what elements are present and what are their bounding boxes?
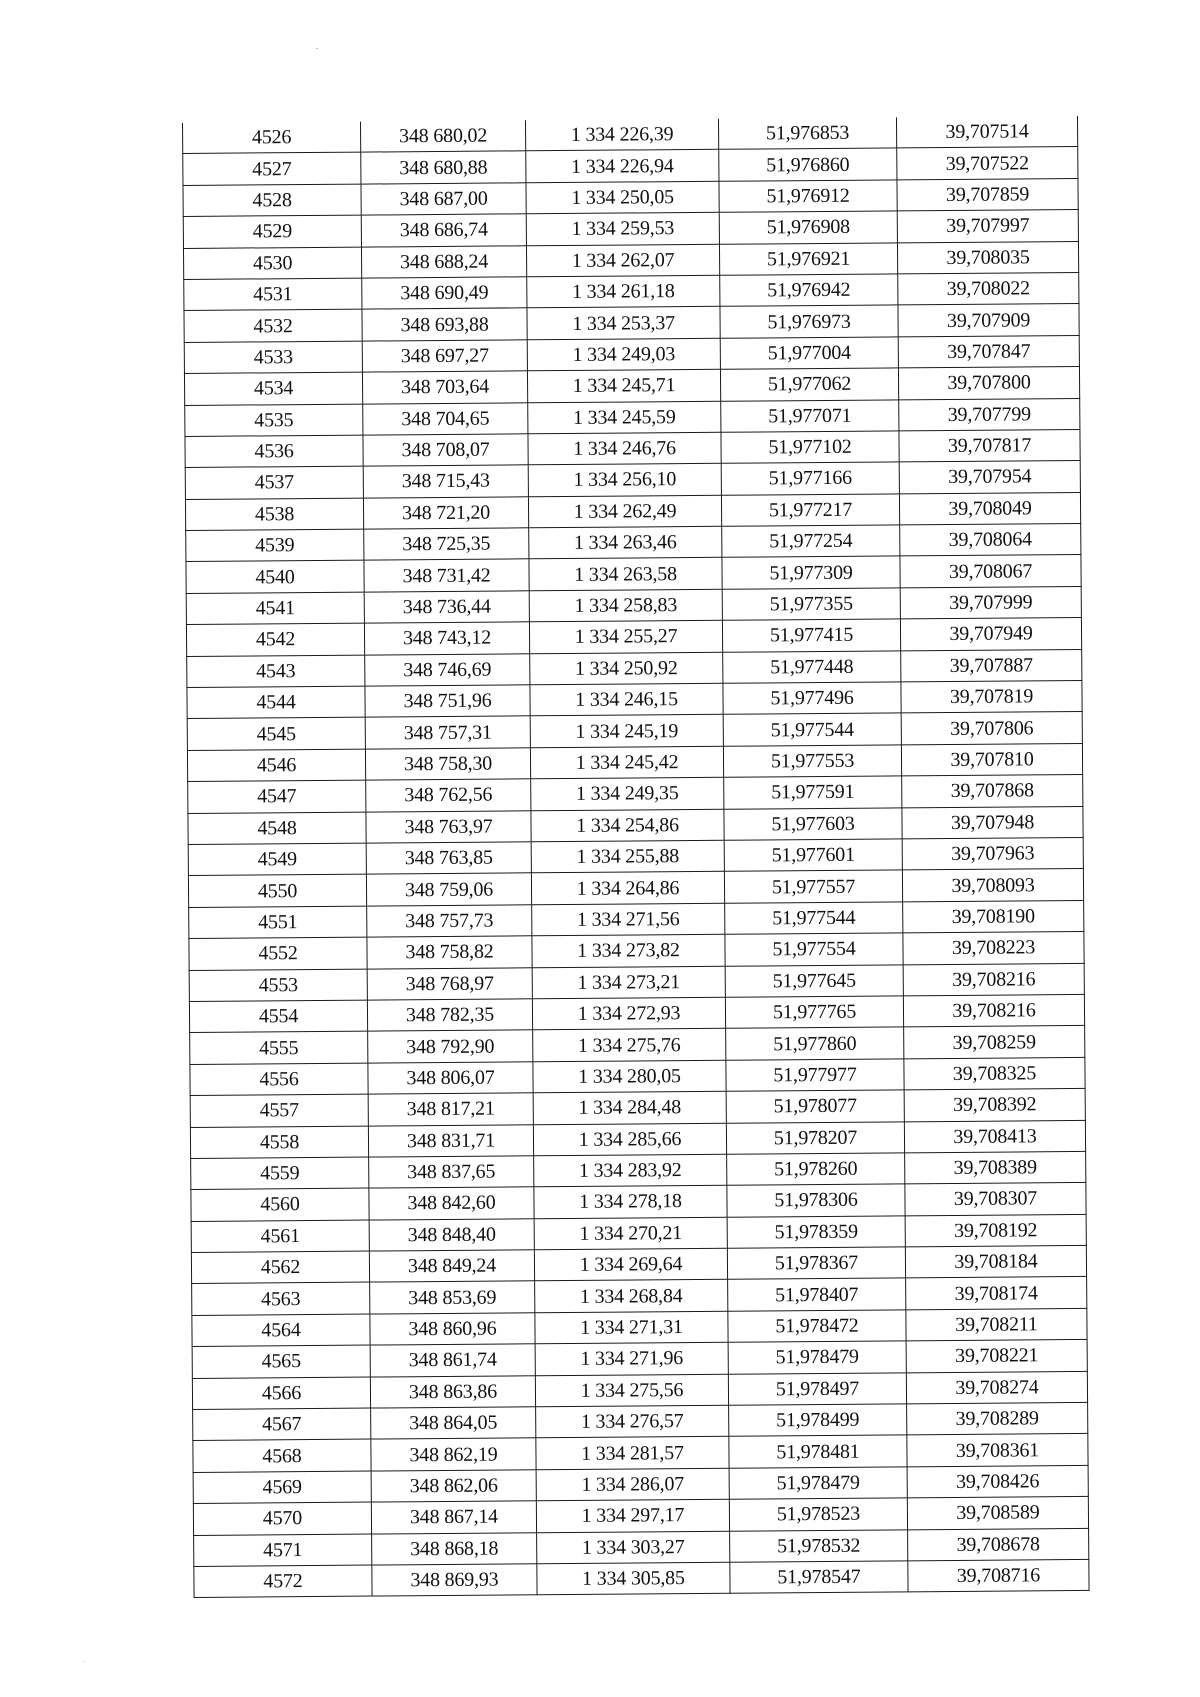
longitude-cell: 39,708022 [898,272,1079,305]
point-number-cell: 4534 [184,372,362,405]
longitude-cell: 39,708216 [903,963,1084,996]
point-number-cell: 4549 [188,843,366,876]
x-coordinate-cell: 348 697,27 [362,340,527,373]
point-number-cell: 4571 [194,1534,372,1567]
longitude-cell: 39,708716 [908,1559,1089,1592]
x-coordinate-cell: 348 864,05 [371,1407,536,1440]
x-coordinate-cell: 348 853,69 [370,1281,535,1314]
longitude-cell: 39,708426 [907,1465,1088,1498]
longitude-cell: 39,708392 [904,1089,1085,1122]
point-number-cell: 4536 [185,435,363,468]
point-number-cell: 4568 [193,1439,371,1472]
longitude-cell: 39,708035 [897,241,1078,274]
x-coordinate-cell: 348 688,24 [361,245,526,278]
y-coordinate-cell: 1 334 245,59 [528,401,721,434]
y-coordinate-cell: 1 334 305,85 [537,1562,730,1595]
y-coordinate-cell: 1 334 283,92 [534,1154,727,1187]
point-number-cell: 4548 [188,812,366,845]
y-coordinate-cell: 1 334 245,19 [530,715,723,748]
y-coordinate-cell: 1 334 256,10 [528,464,721,497]
point-number-cell: 4558 [190,1126,368,1159]
longitude-cell: 39,708307 [905,1183,1086,1216]
longitude-cell: 39,707819 [901,680,1082,713]
point-number-cell: 4555 [190,1031,368,1064]
latitude-cell: 51,978207 [726,1121,904,1154]
y-coordinate-cell: 1 334 263,46 [529,526,722,559]
latitude-cell: 51,978479 [729,1467,907,1500]
longitude-cell: 39,708211 [906,1308,1087,1341]
y-coordinate-cell: 1 334 271,31 [535,1311,728,1344]
point-number-cell: 4542 [186,623,364,656]
x-coordinate-cell: 348 703,64 [362,371,527,404]
point-number-cell: 4533 [184,341,362,374]
latitude-cell: 51,977544 [725,902,903,935]
y-coordinate-cell: 1 334 245,71 [527,369,720,402]
latitude-cell: 51,976921 [719,242,897,275]
x-coordinate-cell: 348 763,97 [366,810,531,843]
y-coordinate-cell: 1 334 250,92 [530,652,723,685]
longitude-cell: 39,708389 [905,1151,1086,1184]
longitude-cell: 39,708361 [907,1434,1088,1467]
point-number-cell: 4550 [188,874,366,907]
x-coordinate-cell: 348 708,07 [363,434,528,467]
point-number-cell: 4553 [189,969,367,1002]
latitude-cell: 51,976942 [720,274,898,307]
x-coordinate-cell: 348 736,44 [364,591,529,624]
y-coordinate-cell: 1 334 258,83 [529,589,722,622]
point-number-cell: 4526 [182,122,360,154]
y-coordinate-cell: 1 334 254,86 [531,809,724,842]
longitude-cell: 39,708589 [907,1497,1088,1530]
latitude-cell: 51,977553 [723,745,901,778]
y-coordinate-cell: 1 334 245,42 [530,746,723,779]
x-coordinate-cell: 348 763,85 [366,842,531,875]
latitude-cell: 51,978481 [729,1435,907,1468]
longitude-cell: 39,707963 [902,837,1083,870]
longitude-cell: 39,707799 [899,398,1080,431]
longitude-cell: 39,707997 [897,210,1078,243]
latitude-cell: 51,976853 [718,117,896,149]
point-number-cell: 4532 [184,309,362,342]
x-coordinate-cell: 348 759,06 [366,873,531,906]
longitude-cell: 39,708678 [908,1528,1089,1561]
longitude-cell: 39,708221 [906,1340,1087,1373]
point-number-cell: 4544 [187,686,365,719]
x-coordinate-cell: 348 782,35 [367,999,532,1032]
latitude-cell: 51,977071 [721,399,899,432]
y-coordinate-cell: 1 334 249,35 [531,777,724,810]
y-coordinate-cell: 1 334 226,94 [526,150,719,183]
point-number-cell: 4567 [193,1408,371,1441]
longitude-cell: 39,708216 [903,994,1084,1027]
point-number-cell: 4543 [187,655,365,688]
longitude-cell: 39,707887 [901,649,1082,682]
point-number-cell: 4547 [188,780,366,813]
y-coordinate-cell: 1 334 255,27 [529,621,722,654]
latitude-cell: 51,977254 [722,525,900,558]
latitude-cell: 51,977004 [720,337,898,370]
y-coordinate-cell: 1 334 271,56 [532,903,725,936]
latitude-cell: 51,977448 [723,651,901,684]
point-number-cell: 4529 [183,215,361,248]
x-coordinate-cell: 348 715,43 [363,465,528,498]
latitude-cell: 51,978472 [728,1310,906,1343]
x-coordinate-cell: 348 869,93 [372,1564,537,1597]
y-coordinate-cell: 1 334 271,96 [535,1342,728,1375]
point-number-cell: 4556 [190,1063,368,1096]
y-coordinate-cell: 1 334 286,07 [536,1468,729,1501]
longitude-cell: 39,708093 [902,869,1083,902]
longitude-cell: 39,708289 [907,1402,1088,1435]
point-number-cell: 4565 [192,1345,370,1378]
y-coordinate-cell: 1 334 262,49 [528,495,721,528]
y-coordinate-cell: 1 334 275,56 [535,1374,728,1407]
point-number-cell: 4569 [193,1471,371,1504]
longitude-cell: 39,708190 [903,900,1084,933]
latitude-cell: 51,978497 [728,1372,906,1405]
x-coordinate-cell: 348 831,71 [368,1124,533,1157]
latitude-cell: 51,978306 [727,1184,905,1217]
x-coordinate-cell: 348 687,00 [361,183,526,216]
longitude-cell: 39,708325 [904,1057,1085,1090]
latitude-cell: 51,977765 [725,996,903,1029]
latitude-cell: 51,976908 [719,211,897,244]
y-coordinate-cell: 1 334 255,88 [531,840,724,873]
point-number-cell: 4530 [183,247,361,280]
x-coordinate-cell: 348 751,96 [365,685,530,718]
longitude-cell: 39,708192 [905,1214,1086,1247]
x-coordinate-cell: 348 867,14 [371,1501,536,1534]
x-coordinate-cell: 348 868,18 [372,1532,537,1565]
point-number-cell: 4531 [184,278,362,311]
longitude-cell: 39,708049 [899,492,1080,525]
x-coordinate-cell: 348 837,65 [369,1156,534,1189]
point-number-cell: 4540 [186,561,364,594]
x-coordinate-cell: 348 721,20 [363,496,528,529]
longitude-cell: 39,708274 [906,1371,1087,1404]
x-coordinate-cell: 348 743,12 [364,622,529,655]
longitude-cell: 39,707859 [897,178,1078,211]
x-coordinate-cell: 348 757,73 [367,905,532,938]
x-coordinate-cell: 348 768,97 [367,967,532,1000]
x-coordinate-cell: 348 746,69 [365,653,530,686]
x-coordinate-cell: 348 680,02 [360,120,525,152]
point-number-cell: 4538 [185,498,363,531]
coordinates-table-body [182,116,1089,1598]
point-number-cell: 4546 [187,749,365,782]
latitude-cell: 51,978077 [726,1090,904,1123]
y-coordinate-cell: 1 334 297,17 [536,1499,729,1532]
y-coordinate-cell: 1 334 280,05 [533,1060,726,1093]
latitude-cell: 51,978547 [730,1561,908,1594]
latitude-cell: 51,978407 [728,1278,906,1311]
longitude-cell: 39,707954 [899,461,1080,494]
latitude-cell: 51,977645 [725,964,903,997]
y-coordinate-cell: 1 334 268,84 [535,1280,728,1313]
x-coordinate-cell: 348 762,56 [366,779,531,812]
longitude-cell: 39,707806 [901,712,1082,745]
x-coordinate-cell: 348 686,74 [361,214,526,247]
point-number-cell: 4539 [186,529,364,562]
longitude-cell: 39,707817 [899,429,1080,462]
point-number-cell: 4535 [185,404,363,437]
point-number-cell: 4537 [185,466,363,499]
point-number-cell: 4559 [191,1157,369,1190]
latitude-cell: 51,977601 [724,839,902,872]
longitude-cell: 39,707522 [897,147,1078,180]
latitude-cell: 51,978523 [729,1498,907,1531]
y-coordinate-cell: 1 334 259,53 [526,212,719,245]
longitude-cell: 39,707948 [902,806,1083,839]
longitude-cell: 39,708259 [904,1026,1085,1059]
y-coordinate-cell: 1 334 262,07 [526,244,719,277]
latitude-cell: 51,976973 [720,305,898,338]
latitude-cell: 51,977166 [721,462,899,495]
y-coordinate-cell: 1 334 253,37 [527,307,720,340]
longitude-cell: 39,708174 [906,1277,1087,1310]
x-coordinate-cell: 348 806,07 [368,1061,533,1094]
latitude-cell: 51,977062 [720,368,898,401]
longitude-cell: 39,707999 [900,586,1081,619]
x-coordinate-cell: 348 862,19 [371,1438,536,1471]
table-row [194,1559,1089,1597]
latitude-cell: 51,976860 [719,148,897,181]
point-number-cell: 4563 [192,1283,370,1316]
latitude-cell: 51,978479 [728,1341,906,1374]
y-coordinate-cell: 1 334 303,27 [537,1531,730,1564]
point-number-cell: 4566 [192,1377,370,1410]
latitude-cell: 51,977591 [724,776,902,809]
longitude-cell: 39,708064 [900,524,1081,557]
x-coordinate-cell: 348 849,24 [369,1250,534,1283]
y-coordinate-cell: 1 334 278,18 [534,1186,727,1219]
point-number-cell: 4552 [189,937,367,970]
latitude-cell: 51,977860 [726,1027,904,1060]
latitude-cell: 51,977415 [722,619,900,652]
y-coordinate-cell: 1 334 273,21 [532,966,725,999]
x-coordinate-cell: 348 860,96 [370,1313,535,1346]
x-coordinate-cell: 348 758,30 [365,748,530,781]
latitude-cell: 51,978532 [730,1529,908,1562]
x-coordinate-cell: 348 817,21 [368,1093,533,1126]
x-coordinate-cell: 348 842,60 [369,1187,534,1220]
latitude-cell: 51,977217 [721,494,899,527]
scan-speck [83,1661,84,1662]
x-coordinate-cell: 348 863,86 [370,1375,535,1408]
longitude-cell: 39,707514 [896,116,1077,148]
latitude-cell: 51,976912 [719,180,897,213]
point-number-cell: 4541 [186,592,364,625]
latitude-cell: 51,977309 [722,556,900,589]
point-number-cell: 4557 [190,1094,368,1127]
longitude-cell: 39,707847 [898,335,1079,368]
latitude-cell: 51,977977 [726,1059,904,1092]
point-number-cell: 4570 [193,1502,371,1535]
x-coordinate-cell: 348 758,82 [367,936,532,969]
scan-speck [316,48,318,49]
longitude-cell: 39,707800 [898,367,1079,400]
x-coordinate-cell: 348 693,88 [362,308,527,341]
latitude-cell: 51,978359 [727,1216,905,1249]
longitude-cell: 39,708067 [900,555,1081,588]
latitude-cell: 51,978260 [727,1153,905,1186]
x-coordinate-cell: 348 680,88 [361,151,526,184]
y-coordinate-cell: 1 334 273,82 [532,934,725,967]
point-number-cell: 4528 [183,184,361,217]
y-coordinate-cell: 1 334 276,57 [536,1405,729,1438]
latitude-cell: 51,977355 [722,588,900,621]
y-coordinate-cell: 1 334 270,21 [534,1217,727,1250]
latitude-cell: 51,977102 [721,431,899,464]
y-coordinate-cell: 1 334 284,48 [533,1091,726,1124]
x-coordinate-cell: 348 848,40 [369,1218,534,1251]
longitude-cell: 39,707810 [901,743,1082,776]
point-number-cell: 4561 [191,1220,369,1253]
x-coordinate-cell: 348 861,74 [370,1344,535,1377]
y-coordinate-cell: 1 334 285,66 [533,1123,726,1156]
point-number-cell: 4551 [189,906,367,939]
latitude-cell: 51,977496 [723,682,901,715]
y-coordinate-cell: 1 334 249,03 [527,338,720,371]
latitude-cell: 51,978367 [727,1247,905,1280]
latitude-cell: 51,977544 [723,713,901,746]
longitude-cell: 39,708223 [903,932,1084,965]
longitude-cell: 39,707949 [900,618,1081,651]
longitude-cell: 39,707868 [902,775,1083,808]
point-number-cell: 4564 [192,1314,370,1347]
point-number-cell: 4562 [191,1251,369,1284]
y-coordinate-cell: 1 334 281,57 [536,1437,729,1470]
x-coordinate-cell: 348 862,06 [371,1470,536,1503]
latitude-cell: 51,977554 [725,933,903,966]
latitude-cell: 51,977603 [724,807,902,840]
y-coordinate-cell: 1 334 250,05 [526,181,719,214]
point-number-cell: 4554 [189,1000,367,1033]
y-coordinate-cell: 1 334 246,76 [528,432,721,465]
x-coordinate-cell: 348 725,35 [364,528,529,561]
x-coordinate-cell: 348 731,42 [364,559,529,592]
y-coordinate-cell: 1 334 246,15 [530,683,723,716]
x-coordinate-cell: 348 792,90 [368,1030,533,1063]
point-number-cell: 4560 [191,1188,369,1221]
y-coordinate-cell: 1 334 226,39 [525,119,718,151]
x-coordinate-cell: 348 757,31 [365,716,530,749]
longitude-cell: 39,707909 [898,304,1079,337]
longitude-cell: 39,708184 [905,1245,1086,1278]
x-coordinate-cell: 348 704,65 [363,402,528,435]
point-number-cell: 4545 [187,718,365,751]
longitude-cell: 39,708413 [904,1120,1085,1153]
y-coordinate-cell: 1 334 275,76 [533,1029,726,1062]
y-coordinate-cell: 1 334 263,58 [529,558,722,591]
latitude-cell: 51,977557 [724,870,902,903]
y-coordinate-cell: 1 334 272,93 [532,997,725,1030]
point-number-cell: 4527 [183,152,361,185]
y-coordinate-cell: 1 334 261,18 [527,275,720,308]
y-coordinate-cell: 1 334 269,64 [534,1248,727,1281]
point-number-cell: 4572 [194,1565,372,1598]
latitude-cell: 51,978499 [729,1404,907,1437]
y-coordinate-cell: 1 334 264,86 [531,872,724,905]
x-coordinate-cell: 348 690,49 [362,277,527,310]
coordinates-table [182,116,1090,1598]
